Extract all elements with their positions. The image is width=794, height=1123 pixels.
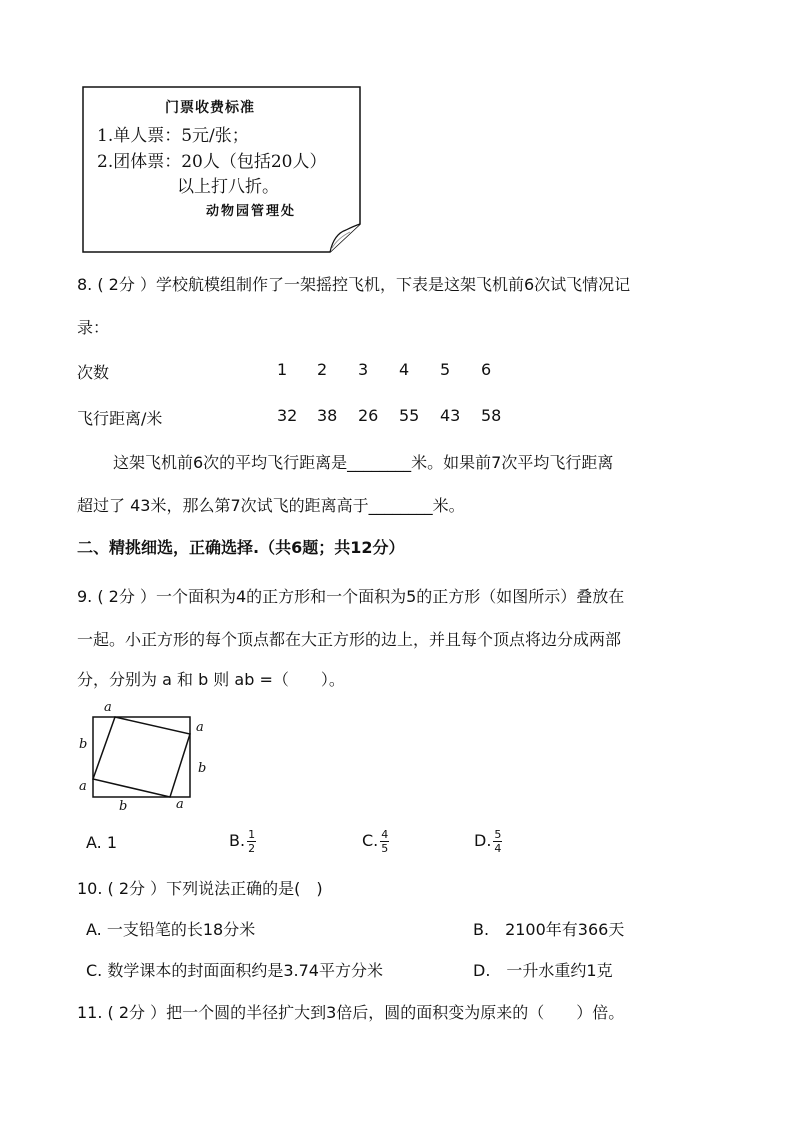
- table-cell: 1: [277, 360, 288, 379]
- label-a-bottom: a: [176, 797, 184, 812]
- q10-option-a[interactable]: A. 一支铅笔的长18分米: [86, 920, 256, 939]
- table-cell: 26: [358, 406, 379, 425]
- q9-option-a[interactable]: A. 1: [86, 833, 118, 852]
- fraction-five-fourths: $\frac{5}{4}$: [494, 828, 502, 855]
- q10-option-b[interactable]: B. 2100年有366天: [473, 920, 625, 939]
- q10-option-d[interactable]: D. 一升水重约1克: [473, 961, 613, 980]
- table-cell: 3: [358, 360, 369, 379]
- q8-stem-line1: 8. ( 2分 ）学校航模组制作了一架摇控飞机，下表是这架飞机前6次试飞情况记: [77, 275, 631, 294]
- table-cell: 4: [399, 360, 410, 379]
- option-b-prefix: B.: [229, 831, 246, 850]
- label-b-right: b: [198, 761, 207, 776]
- notice-title: 门票收费标准: [165, 100, 255, 116]
- notice-signature: 动物园管理处: [206, 204, 297, 219]
- section-heading: 二、精挑细选，正确选择.（共6题；共12分）: [77, 538, 405, 557]
- option-d-prefix: D.: [474, 831, 492, 850]
- notice-line-single-ticket: 1.单人票：5元/张；: [97, 126, 249, 146]
- table-cell: 43: [440, 406, 461, 425]
- table-cell: 2: [317, 360, 328, 379]
- q10-stem: 10. ( 2分 ）下列说法正确的是( ): [77, 879, 323, 898]
- fraction-one-half: $\frac{1}{2}$: [248, 828, 256, 855]
- table-cell: 38: [317, 406, 338, 425]
- q9-stem-line2: 一起。小正方形的每个顶点都在大正方形的边上，并且每个顶点将边分成两部: [77, 630, 622, 649]
- notice-line-discount: 以上打八折。: [177, 177, 279, 197]
- table-cell: 58: [481, 406, 502, 425]
- label-a-left: a: [79, 779, 87, 794]
- label-a-right: a: [196, 720, 204, 735]
- table-row2-label: 飞行距离/米: [77, 409, 163, 428]
- q10-option-c[interactable]: C. 数学课本的封面面积约是3.74平方分米: [86, 961, 383, 980]
- label-b-bottom: b: [119, 799, 128, 814]
- q11-stem: 11. ( 2分 ）把一个圆的半径扩大到3倍后，圆的面积变为原来的（ ）倍。: [77, 1003, 625, 1022]
- table-cell: 5: [440, 360, 451, 379]
- table-row1-label: 次数: [77, 363, 110, 382]
- q9-option-b[interactable]: [229, 829, 256, 854]
- q8-question-line2: 超过了 43米，那么第7次试飞的距离高于________米。: [77, 496, 465, 515]
- q8-question-line1: 这架飞机前6次的平均飞行距离是________米。如果前7次平均飞行距离: [113, 453, 614, 472]
- label-b-left: b: [79, 737, 88, 752]
- q9-stem-line3: 分，分别为 a 和 b 则 ab =（ ）。: [77, 670, 345, 689]
- squares-diagram: [76, 702, 210, 812]
- q8-stem-line2: 录：: [77, 318, 110, 337]
- table-cell: 6: [481, 360, 492, 379]
- option-c-prefix: C.: [362, 831, 379, 850]
- table-cell: 55: [399, 406, 420, 425]
- table-cell: 32: [277, 406, 298, 425]
- label-a-top: a: [104, 700, 112, 715]
- notice-line-group-ticket: 2.团体票：20人（包括20人）: [97, 152, 327, 172]
- q9-option-c[interactable]: [362, 829, 389, 854]
- q9-stem-line1: 9. ( 2分 ）一个面积为4的正方形和一个面积为5的正方形（如图所示）叠放在: [77, 587, 625, 606]
- q9-option-d[interactable]: [474, 829, 502, 854]
- fraction-four-fifths: $\frac{4}{5}$: [381, 828, 389, 855]
